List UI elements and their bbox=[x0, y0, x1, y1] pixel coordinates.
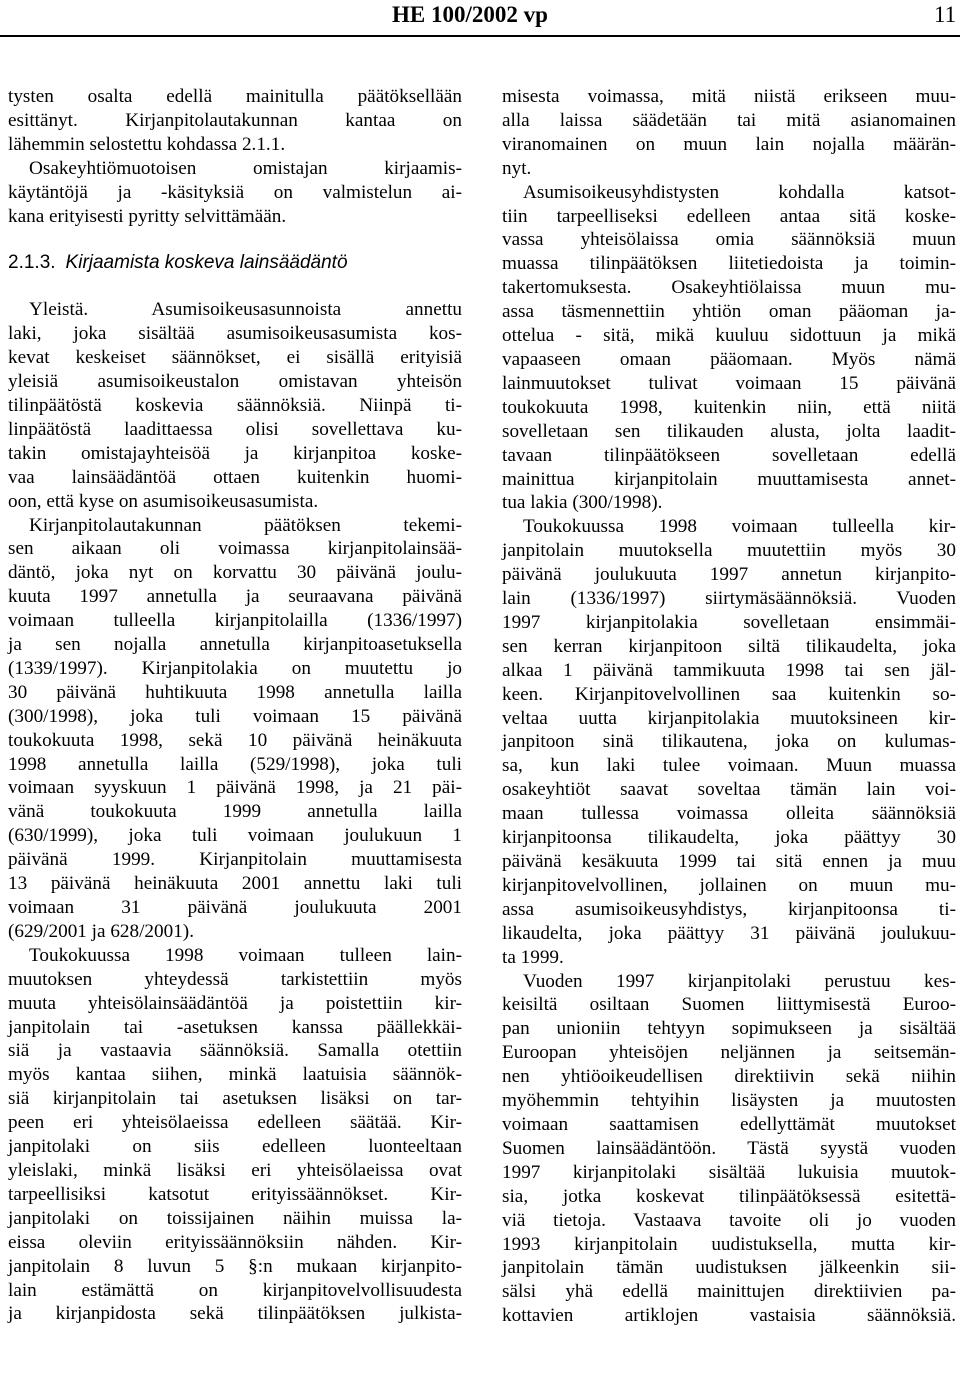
text-line: muutoksen yhteydessä tarkistettiin myös bbox=[8, 968, 462, 990]
text-line: veltaa uutta kirjanpitolakia muutoksineen kir- bbox=[502, 707, 956, 729]
text-line: nyt. bbox=[502, 157, 532, 179]
text-line: assa asumisoikeusyhdistys, kirjanpitoonsa ti- bbox=[502, 898, 956, 920]
text-line: päivänä 1999. Kirjanpitolain muuttamisesta bbox=[8, 849, 462, 871]
text-line: janpitolaki on toissijainen näihin muissa la- bbox=[8, 1207, 462, 1229]
text-line: sa, kun laki tulee voimaan. Muun muassa bbox=[502, 755, 956, 777]
text-line: 1997 kirjanpitolaki sisältää lukuisia muutok- bbox=[502, 1161, 956, 1183]
text-line: sälsi yhä edellä mainittujen direktiivien pa- bbox=[502, 1281, 956, 1303]
text-line: kirjanpitoonsa tilikaudelta, joka päättyy 30 bbox=[502, 827, 956, 849]
text-line: likaudelta, joka päättyy 31 päivänä joulukuu- bbox=[502, 922, 956, 944]
text-line: kuuta 1997 annetulla ja seuraavana päivänä bbox=[8, 586, 462, 608]
text-line: kana erityisesti pyritty selvittämään. bbox=[8, 205, 287, 227]
text-line: Euroopan yhteisöjen neljännen ja seitsemän- bbox=[502, 1042, 956, 1064]
text-line: alla laissa säädetään tai mitä asianomainen bbox=[502, 109, 956, 131]
text-line: janpitolain tämän uudistuksen jälkeenkin sii- bbox=[502, 1257, 956, 1279]
text-line: Asumisoikeusyhdistysten kohdalla katsot- bbox=[523, 181, 956, 203]
text-line: Toukokuussa 1998 voimaan tulleen lain- bbox=[29, 944, 462, 966]
document-id: HE 100/2002 vp bbox=[392, 2, 548, 27]
text-line: janpitolain muutoksella muutettiin myös 30 bbox=[502, 540, 956, 562]
text-line: kevat keskeiset säännökset, ei sisällä erityisiä bbox=[8, 347, 462, 369]
text-line: voimaan syyskuun 1 päivänä 1998, ja 21 päi- bbox=[8, 777, 462, 799]
text-line: lainmuutokset tulivat voimaan 15 päivänä bbox=[502, 372, 956, 394]
text-line: eissa oleviin erityissäännöksiin nähden. Kir- bbox=[8, 1231, 462, 1253]
text-line: myös kantaa siihen, minkä laatuisia säännök- bbox=[8, 1064, 462, 1086]
text-line: ottelua - sitä, mikä kuuluu sidottuun ja mikä bbox=[502, 325, 956, 347]
text-line: muuta yhteisölainsäädäntöä ja poistettiin kir- bbox=[8, 992, 462, 1014]
text-line: peen eri yhteisölaeissa edelleen säätää. Kir- bbox=[8, 1112, 462, 1134]
text-line: lain (1336/1997) siirtymäsäännöksiä. Vuoden bbox=[502, 588, 956, 610]
text-line: vänä toukokuuta 1999 annetulla lailla bbox=[8, 801, 462, 823]
text-line: janpitoon sinä tilikautena, joka on kulumas- bbox=[502, 731, 956, 753]
text-line: siä ja vastaavia säännöksiä. Samalla otettiin bbox=[8, 1040, 462, 1062]
text-line: janpitolain 8 luvun 5 §:n mukaan kirjanpito- bbox=[8, 1255, 462, 1277]
text-line: Vuoden 1997 kirjanpitolaki perustuu kes- bbox=[523, 970, 956, 992]
text-line: voimaan tulleella kirjanpitolailla (1336/1997) bbox=[8, 610, 462, 632]
text-line: janpitolain tai -asetuksen kanssa päällekkäi- bbox=[8, 1016, 462, 1038]
text-line: toukokuuta 1998, sekä 10 päivänä heinäkuuta bbox=[8, 729, 462, 751]
text-line: toukokuuta 1998, kuitenkin niin, että niitä bbox=[502, 396, 956, 418]
text-line: käytäntöjä ja -käsityksiä on valmistelun ai- bbox=[8, 181, 462, 203]
text-line: 1998 annetulla lailla (529/1998), joka tuli bbox=[8, 753, 462, 775]
text-line: takin omistajayhteisöä ja kirjanpitoa koske- bbox=[8, 442, 462, 464]
text-line: muassa tilinpäätöksen liitetiedoista ja toimin- bbox=[502, 253, 956, 275]
text-line: kirjanpitovelvollinen, jollainen on muun mu- bbox=[502, 874, 956, 896]
text-line: päivänä joulukuuta 1997 annetun kirjanpito- bbox=[502, 564, 956, 586]
text-line: Kirjanpitolautakunnan päätöksen tekemi- bbox=[29, 514, 462, 536]
text-line: linpäätöstä laadittaessa olisi sovellettava ku- bbox=[8, 418, 462, 440]
text-line: (300/1998), joka tuli voimaan 15 päivänä bbox=[8, 705, 462, 727]
text-line: 1993 kirjanpitolain uudistuksella, mutta kir- bbox=[502, 1233, 956, 1255]
text-line: vaa lainsäädäntöä ottaen kuitenkin huomi- bbox=[8, 466, 462, 488]
section-number: 2.1.3. bbox=[8, 252, 56, 274]
right-column bbox=[502, 85, 956, 1328]
text-line: ja sen nojalla annetulla kirjanpitoasetuksella bbox=[8, 634, 462, 656]
text-line: mainittua kirjanpitolain muuttamisesta annet- bbox=[502, 468, 956, 490]
text-line: tysten osalta edellä mainitulla päätöksellään bbox=[8, 86, 462, 107]
text-line: 13 päivänä heinäkuuta 2001 annettu laki tuli bbox=[8, 873, 462, 895]
text-line: siä kirjanpitolain tai asetuksen lisäksi on tar- bbox=[8, 1088, 462, 1110]
text-line: päivänä kesäkuuta 1999 tai sitä ennen ja muu bbox=[502, 851, 956, 872]
text-line: kottavien artiklojen vastaisia säännöksiä. bbox=[502, 1305, 956, 1327]
text-line: alkaa 1 päivänä tammikuuta 1998 tai sen jäl- bbox=[502, 659, 956, 681]
text-line: yleislaki, minkä lisäksi eri yhteisölaeissa ovat bbox=[8, 1159, 462, 1181]
text-line: (630/1999), joka tuli voimaan joulukuun 1 bbox=[8, 825, 462, 847]
left-column bbox=[8, 85, 462, 1326]
text-line: maan tullessa voimassa olleita säännöksiä bbox=[502, 803, 956, 825]
text-line: viä tietoja. Vastaava tavoite oli jo vuoden bbox=[502, 1209, 956, 1231]
text-line: vassa yhteisölaissa omia säännöksiä muun bbox=[502, 229, 956, 251]
text-line: tarpeellisiksi katsotut erityissäännökset. Kir- bbox=[8, 1183, 462, 1205]
text-line: laki, joka sisältää asumisoikeusasumista kos- bbox=[8, 323, 462, 345]
text-line: 30 päivänä huhtikuuta 1998 annetulla lailla bbox=[8, 681, 462, 703]
section-title: Kirjaamista koskeva lainsäädäntö bbox=[65, 252, 348, 274]
text-line: Yleistä. Asumisoikeusasunnoista annettu bbox=[29, 299, 462, 321]
page-number: 11 bbox=[934, 2, 957, 27]
text-line: sen kerran kirjanpitoon siltä tilikaudelta, joka bbox=[502, 635, 956, 657]
text-line: däntö, joka nyt on korvattu 30 päivänä joulu- bbox=[8, 562, 462, 584]
text-line: vapaaseen omaan pääomaan. Myös nämä bbox=[502, 348, 956, 370]
text-line: sen aikaan oli voimassa kirjanpitolainsää- bbox=[8, 538, 462, 560]
text-line: janpitolaki on siis edelleen luonteeltaan bbox=[8, 1136, 462, 1158]
page-header bbox=[0, 0, 960, 40]
text-line: viranomainen on muun lain nojalla määrän- bbox=[502, 133, 956, 155]
text-line: tiin tarpeelliseksi edelleen antaa sitä koske- bbox=[502, 205, 956, 227]
text-line: lain estämättä on kirjanpitovelvollisuudesta bbox=[8, 1279, 462, 1301]
text-line: yleisiä asumisoikeustalon omistavan yhteisön bbox=[8, 371, 462, 393]
text-line: assa täsmennettiin yhtiön oman pääoman ja- bbox=[502, 301, 956, 323]
text-line: pan unioniin tehtyyn sopimukseen ja sisältää bbox=[502, 1018, 956, 1040]
text-line: Osakeyhtiömuotoisen omistajan kirjaamis- bbox=[29, 157, 462, 179]
text-line: misesta voimassa, mitä niistä erikseen muu- bbox=[502, 86, 956, 107]
text-line: tilinpäätöstä koskevia säännöksiä. Niinpä ti- bbox=[8, 394, 462, 416]
text-line: (1339/1997). Kirjanpitolakia on muutettu jo bbox=[8, 657, 462, 679]
text-line: voimaan 31 päivänä joulukuuta 2001 bbox=[8, 897, 462, 918]
text-line: ta 1999. bbox=[502, 946, 564, 968]
text-line: tavaan tilinpäätökseen sovelletaan edellä bbox=[502, 444, 956, 466]
header-rule bbox=[0, 35, 960, 37]
text-line: Suomen lainsäädäntöön. Tästä syystä vuoden bbox=[502, 1137, 956, 1159]
text-line: lähemmin selostettu kohdassa 2.1.1. bbox=[8, 133, 286, 155]
section-heading bbox=[8, 251, 462, 275]
text-line: keisiltä osiltaan Suomen liittymisestä Euroo- bbox=[502, 994, 956, 1016]
text-line: (629/2001 ja 628/2001). bbox=[8, 920, 194, 942]
text-line: keen. Kirjanpitovelvollinen saa kuitenkin so- bbox=[502, 683, 956, 705]
text-line: nen yhtiöoikeudellisen direktiivin sekä niihin bbox=[502, 1066, 956, 1088]
text-line: sia, jotka koskevat tilinpäätöksessä esitettä- bbox=[502, 1185, 956, 1207]
text-line: ja kirjanpidosta sekä tilinpäätöksen julkista- bbox=[8, 1303, 462, 1325]
text-line: voimaan saattamisen edellyttämät muutokset bbox=[502, 1113, 956, 1135]
text-line: takertomuksesta. Osakeyhtiölaissa muun mu- bbox=[502, 277, 956, 299]
text-line: 1997 kirjanpitolakia sovelletaan ensimmäi- bbox=[502, 611, 956, 633]
text-line: osakeyhtiöt saavat soveltaa tämän lain voi- bbox=[502, 779, 956, 801]
text-line: tua lakia (300/1998). bbox=[502, 492, 663, 514]
text-line: sovelletaan sen tilikauden alusta, jolta laadit- bbox=[502, 420, 956, 442]
text-line: myöhemmin tehtyihin lisäysten ja muutosten bbox=[502, 1090, 956, 1112]
text-line: esittänyt. Kirjanpitolautakunnan kantaa on bbox=[8, 109, 462, 131]
text-line: oon, että kyse on asumisoikeusasumista. bbox=[8, 490, 319, 512]
text-line: Toukokuussa 1998 voimaan tulleella kir- bbox=[523, 516, 956, 538]
